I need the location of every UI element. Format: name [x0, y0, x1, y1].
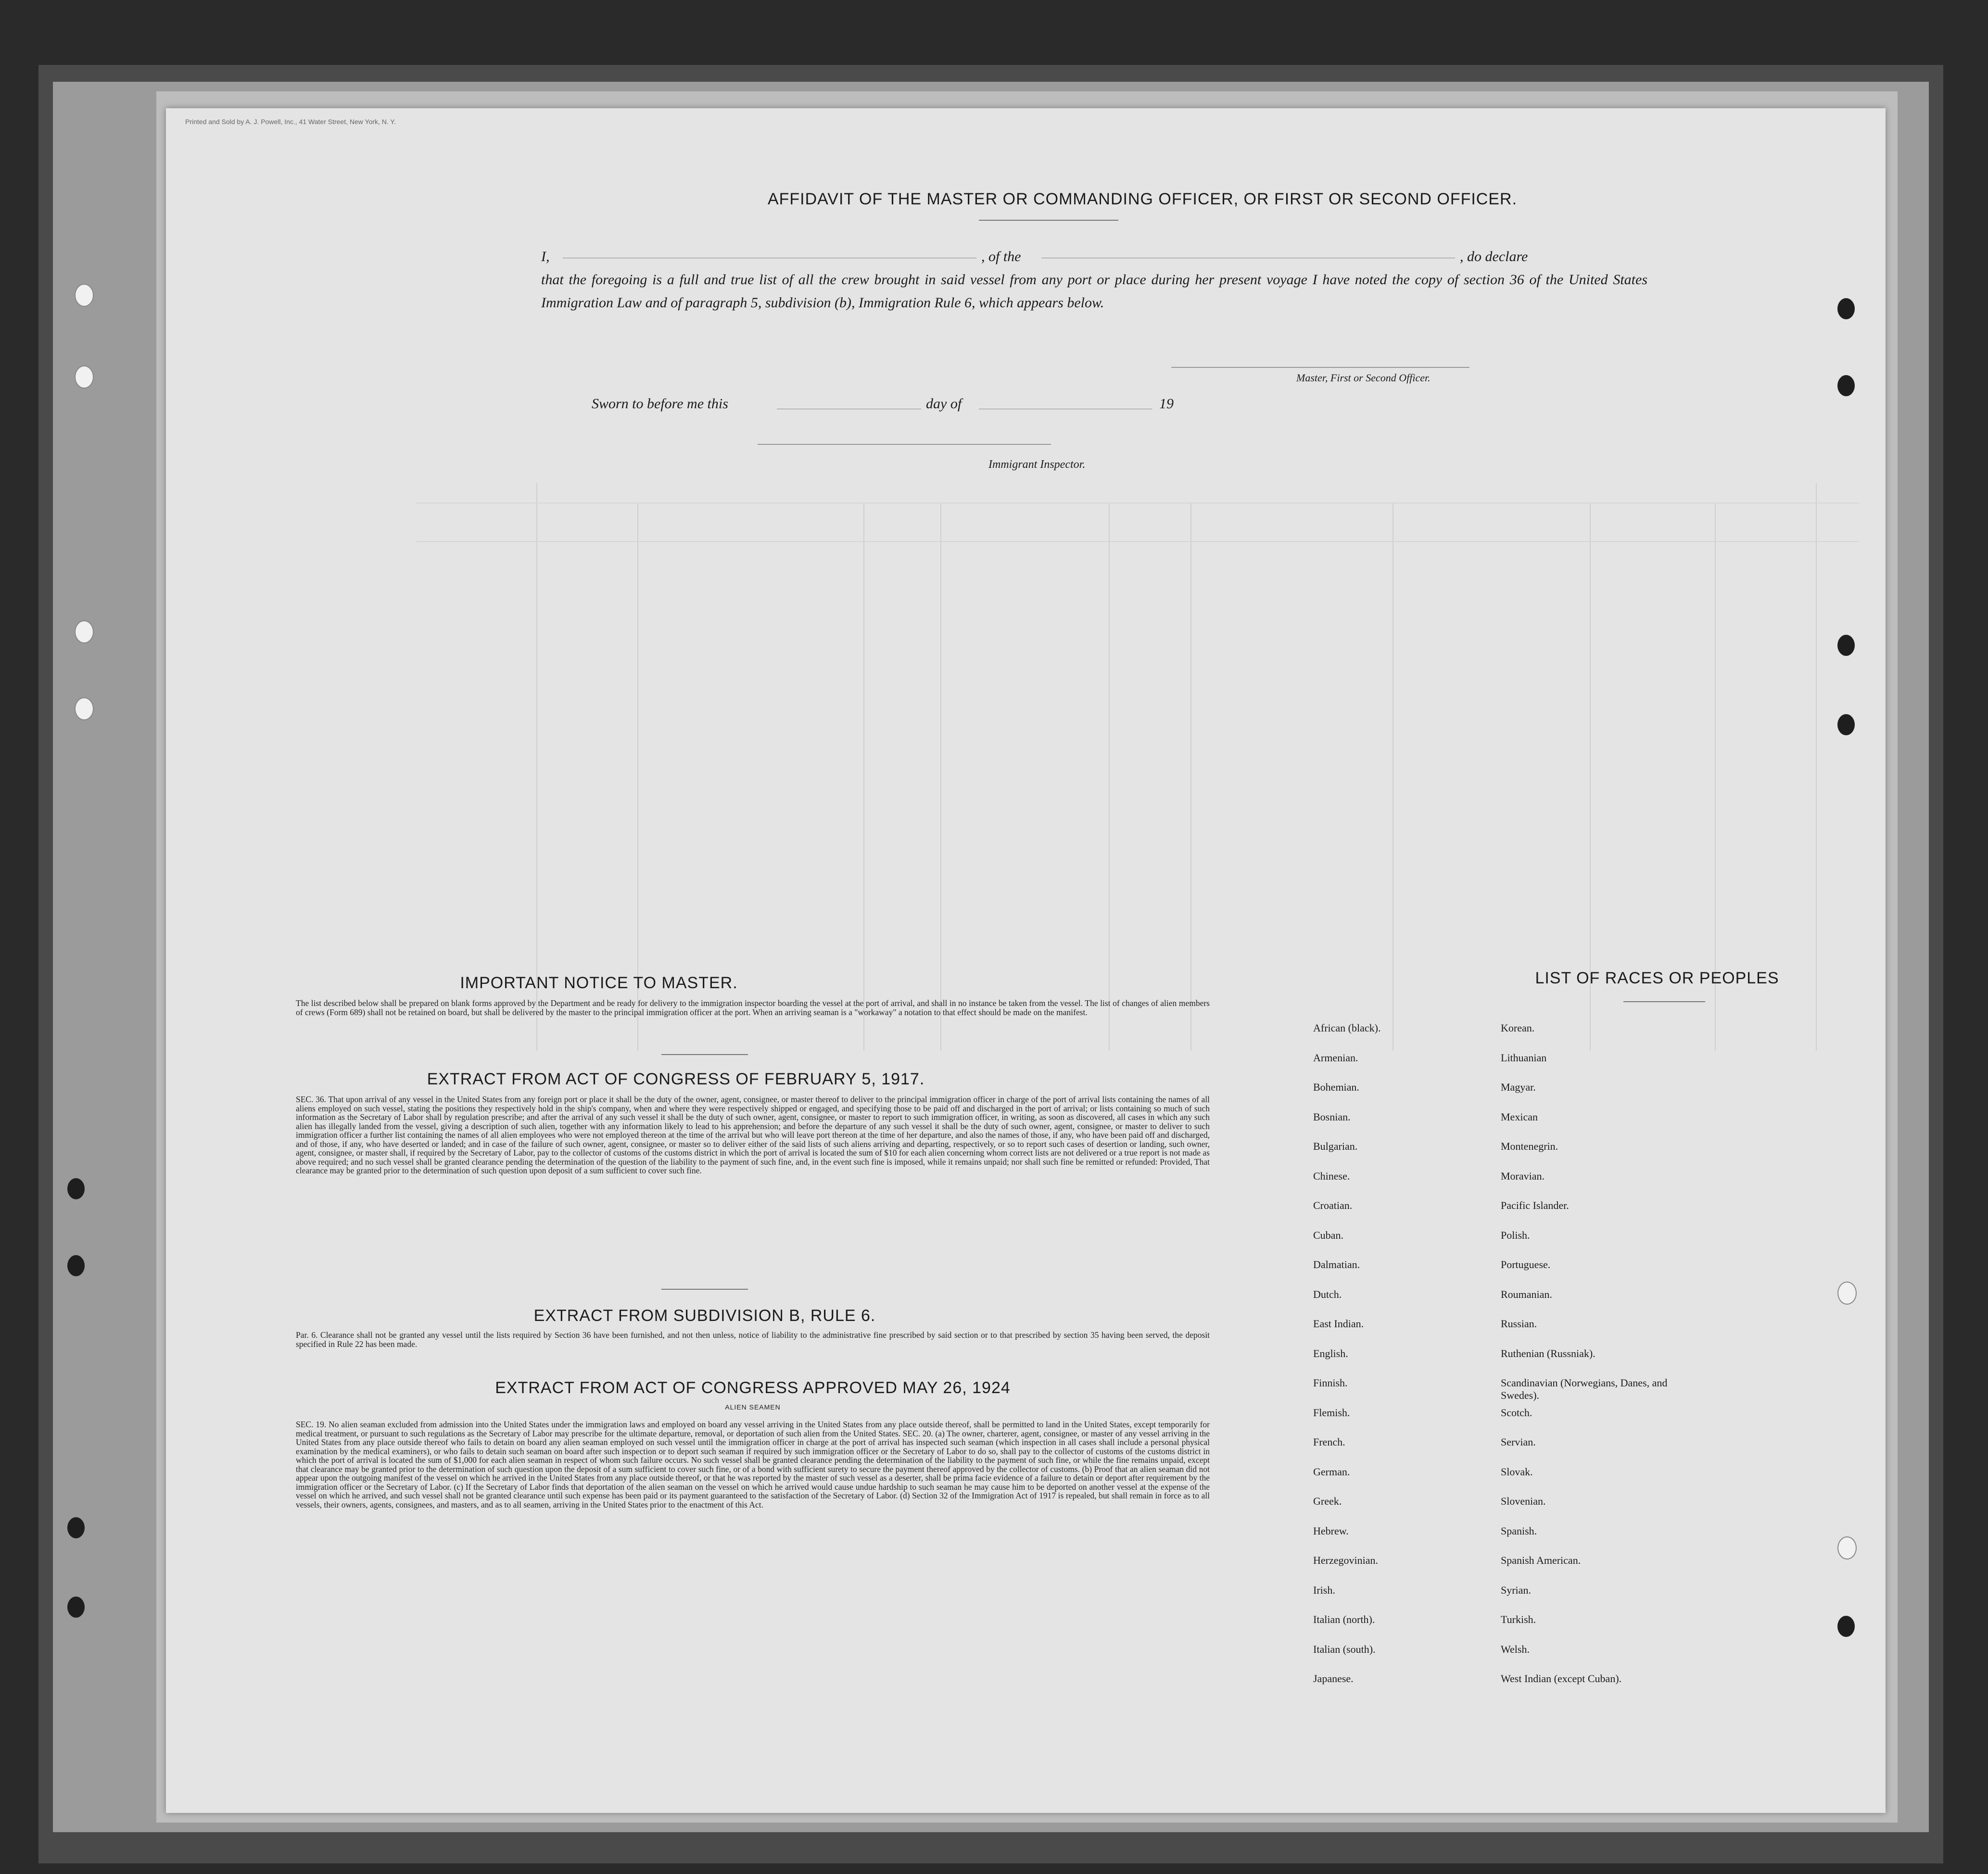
- inspector-label: Immigrant Inspector.: [988, 458, 1086, 471]
- extract-1924-text: SEC. 19. No alien seaman excluded from admission into the United States under the immigration laws and employed on board any vessel arriving in the United States from any place outside thereof, shall be permitted to land in the United States, except temporarily for medical treatment, or pursuant to such regulations as the Secretary of Labor may prescribe for the ultimate departure, removal, or deportation of such alien from the United States. SEC. 20. (a) The owner, charterer, agent, consignee, or master of any vessel arriving in the United States from any place outside thereof who fails to detain on board any alien seaman employed on such vessel until the immigration officer in charge at the port of arrival has inspected such seaman (which inspection in all cases shall include a personal physical examination by the medical examiners), or who fails to detain such seaman on board after such inspection or to deport such seaman if required by such immigration officer or the Secretary of Labor to do so, shall pay to the collector of customs of the customs district in which the port of arrival is located the sum of $1,000 for each alien seaman in respect of whom such failure occurs. No such vessel shall be granted clearance pending the determination of the liability to the payment of such fine, or while the fine remains unpaid, except that clearance may be granted prior to the determination of such question upon the deposit of a sum sufficient to cover such fine, or of a bond with sufficient surety to secure the payment thereof approved by the collector of customs. (b) Proof that an alien seaman did not appear upon the outgoing manifest of the vessel on which he arrived in the United States from any place outside thereof, or that he was reported by the master of such vessel as a deserter, shall be prima facie evidence of a failure to detain or deport after requirement by the immigration officer or the Secretary of Labor. (c) If the Secretary of Labor finds that deportation of the alien seaman on the vessel on which he arrived would cause undue hardship to such seaman he may cause him to be deported on another vessel at the expense of the vessel on which he arrived, and such vessel shall not be granted clearance until such expense has been paid or its payment guaranteed to the satisfaction of the Secretary of Labor. (d) Section 32 of the Immigration Act of 1917 is repealed, but shall remain in force as to all vessels, their owners, agents, consignees, and masters, and as to all seamen, arriving in the United States prior to the enactment of this Act.: [296, 1420, 1210, 1509]
- punch-hole: [1837, 714, 1855, 735]
- year-label: 19: [1159, 396, 1174, 412]
- race-item: Dutch.: [1313, 1288, 1342, 1300]
- races-heading: LIST OF RACES OR PEOPLES: [1535, 969, 1779, 987]
- race-item: Slovak.: [1501, 1465, 1533, 1478]
- race-item: West Indian (except Cuban).: [1501, 1673, 1622, 1685]
- master-label: Master, First or Second Officer.: [1296, 372, 1431, 384]
- race-item: Japanese.: [1313, 1673, 1354, 1685]
- bleed-through-line: [1816, 483, 1817, 1051]
- affidavit-of-the: , of the: [981, 249, 1021, 264]
- race-item: Hebrew.: [1313, 1524, 1349, 1537]
- punch-hole: [75, 620, 94, 643]
- punch-hole: [1837, 1616, 1855, 1637]
- punch-hole: [75, 697, 94, 720]
- race-item: African (black).: [1313, 1022, 1381, 1034]
- alien-seamen-subheading: ALIEN SEAMEN: [725, 1403, 781, 1411]
- race-item: Slovenian.: [1501, 1495, 1546, 1507]
- race-item: Spanish.: [1501, 1524, 1537, 1537]
- punch-hole: [67, 1178, 85, 1199]
- race-item: Mexican: [1501, 1110, 1538, 1123]
- race-item: Korean.: [1501, 1022, 1535, 1034]
- affidavit-title: AFFIDAVIT OF THE MASTER OR COMMANDING OFFICER, OR FIRST OR SECOND OFFICER.: [767, 190, 1518, 208]
- race-item: Montenegrin.: [1501, 1140, 1558, 1152]
- punch-hole: [1837, 635, 1855, 656]
- race-item: Ruthenian (Russniak).: [1501, 1347, 1595, 1359]
- printer-note: Printed and Sold by A. J. Powell, Inc., 41 Water Street, New York, N. Y.: [185, 118, 396, 126]
- race-item: Moravian.: [1501, 1170, 1545, 1182]
- punch-hole: [75, 365, 94, 389]
- punch-hole: [67, 1597, 85, 1618]
- races-list-left: [1313, 1022, 1380, 1702]
- race-item: Pacific Islander.: [1501, 1199, 1569, 1211]
- notice-text: The list described below shall be prepared on blank forms approved by the Department and be ready for delivery to the immigration inspector boarding the vessel at the port of arrival, and shall in no instance be taken from the vessel. The list of changes of alien members of crews (Form 689) shall not be retained on board, but shall be delivered by the master to the principal immigration officer at the port. When an arriving seaman is a "workaway" a notation to that effect should be made on the manifest.: [296, 998, 1210, 1017]
- extract-1917-heading: EXTRACT FROM ACT OF CONGRESS OF FEBRUARY 5, 1917.: [427, 1070, 925, 1088]
- race-item: Armenian.: [1313, 1051, 1358, 1064]
- affidavit-body: [541, 245, 1647, 314]
- race-item: Irish.: [1313, 1584, 1335, 1596]
- punch-hole: [67, 1255, 85, 1276]
- extract-1924-heading: EXTRACT FROM ACT OF CONGRESS APPROVED MAY 26, 1924: [495, 1379, 1011, 1397]
- race-item: Finnish.: [1313, 1377, 1348, 1389]
- race-item: Polish.: [1501, 1229, 1530, 1241]
- divider: [979, 220, 1118, 221]
- race-item: Portuguese.: [1501, 1258, 1551, 1270]
- punch-hole: [1837, 1536, 1857, 1560]
- race-item: Servian.: [1501, 1436, 1536, 1448]
- affidavit-declare: , do declare: [1460, 249, 1528, 264]
- race-item: Roumanian.: [1501, 1288, 1552, 1300]
- divider: [661, 1054, 748, 1055]
- race-item: German.: [1313, 1465, 1350, 1478]
- punch-hole: [67, 1517, 85, 1538]
- race-item: Croatian.: [1313, 1199, 1353, 1211]
- race-item: Flemish.: [1313, 1406, 1350, 1419]
- race-item: Scotch.: [1501, 1406, 1532, 1419]
- races-list-right: [1501, 1022, 1693, 1702]
- punch-hole: [75, 284, 94, 307]
- affidavit-text: that the foregoing is a full and true list of all the crew brought in said vessel from any port or place during her present voyage I have noted the copy of section 36 of the United States Immigration Law and of paragraph 5, subdivision (b), Immigration Rule 6, which appears below.: [541, 272, 1647, 311]
- race-item: Dalmatian.: [1313, 1258, 1360, 1270]
- punch-hole: [1837, 298, 1855, 319]
- rule6-text: Par. 6. Clearance shall not be granted any vessel until the lists required by Section 36 have been furnished, and not then unless, notice of liability to the administrative fine prescribed by said section or to that prescribed by section 35 having been served, the deposit specified in Rule 22 has been made.: [296, 1330, 1210, 1349]
- race-item: Greek.: [1313, 1495, 1342, 1507]
- race-item: Turkish.: [1501, 1613, 1536, 1625]
- race-item: East Indian.: [1313, 1318, 1364, 1330]
- race-item: Welsh.: [1501, 1643, 1530, 1655]
- bleed-through-line: [1715, 503, 1716, 1051]
- race-item: Cuban.: [1313, 1229, 1343, 1241]
- inspector-line[interactable]: [758, 444, 1051, 445]
- race-item: Syrian.: [1501, 1584, 1531, 1596]
- affidavit-i: I,: [541, 249, 550, 264]
- bleed-through-line: [1109, 503, 1110, 1051]
- punch-hole: [1837, 375, 1855, 396]
- bleed-through-line: [1590, 503, 1591, 1051]
- race-item: Spanish American.: [1501, 1554, 1581, 1566]
- race-item: Italian (south).: [1313, 1643, 1376, 1655]
- signature-line[interactable]: [1171, 367, 1469, 368]
- race-item: English.: [1313, 1347, 1348, 1359]
- race-item: Scandinavian (Norwegians, Danes, and Swedes).: [1501, 1377, 1668, 1401]
- race-item: French.: [1313, 1436, 1345, 1448]
- notice-heading: IMPORTANT NOTICE TO MASTER.: [460, 974, 738, 992]
- sworn-label: Sworn to before me this: [592, 396, 728, 412]
- race-item: Lithuanian: [1501, 1051, 1547, 1064]
- rule6-heading: EXTRACT FROM SUBDIVISION B, RULE 6.: [533, 1307, 876, 1325]
- race-item: Italian (north).: [1313, 1613, 1375, 1625]
- divider: [1623, 1001, 1705, 1002]
- bleed-through-line: [536, 483, 537, 1051]
- race-item: Bulgarian.: [1313, 1140, 1358, 1152]
- bleed-through-line: [416, 541, 1859, 542]
- bleed-through-line: [637, 503, 638, 1051]
- divider: [661, 1289, 748, 1290]
- extract-1917-text: SEC. 36. That upon arrival of any vessel in the United States from any foreign port or place it shall be the duty of the owner, agent, consignee, or master thereof to deliver to the principal immigration officer in charge of the port of arrival lists containing the names of all aliens employed on such vessel, stating the positions they respectively hold in the ship's company, when and where they were respectively shipped or engaged, and specifying those to be paid off and discharged in the port of arrival; or lists containing so much of such information as the Secretary of Labor shall by regulation prescribe; and after the arrival of any such vessel it shall be the duty of such owner, agent, consignee, or master to report to such immigration officer, in writing, as soon as discovered, all cases in which any such alien has illegally landed from the vessel, giving a description of such alien, together with any information likely to lead to his apprehension; and before the departure of any such vessel it shall be the duty of such owner, agent, consignee, or master to deliver to such immigration officer a further list containing the names of all alien employees who were not employed thereon at the time of the arrival but who will leave port thereon at the time of her departure, and also the names of those, if any, who have been paid off and discharged, and of those, if any, who have deserted or landed; and in case of the failure of such owner, agent, consignee, or master so to deliver either of the said lists of such aliens arriving and departing, respectively, or so to report such cases of desertion or landing, such owner, agent, consignee, or master shall, if required by the Secretary of Labor, pay to the collector of customs of the customs district in which the port of arrival is located the sum of $10 for each alien concerning whom correct lists are not delivered or a true report is not made as above required; and no such vessel shall be granted clearance pending the determination of the question of the liability to the payment of such fine, and, in the event such fine is imposed, while it remains unpaid; nor shall such fine be remitted or refunded: Provided, That clearance may be granted prior to the determination of such question upon deposit of a sum sufficient to cover such fine.: [296, 1094, 1210, 1175]
- day-of-label: day of: [926, 396, 962, 412]
- punch-hole: [1837, 1282, 1857, 1305]
- race-item: Russian.: [1501, 1318, 1537, 1330]
- manifest-page: [166, 108, 1886, 1813]
- bleed-through-line: [1190, 503, 1191, 1051]
- bleed-through-line: [940, 503, 941, 1051]
- race-item: Herzegovinian.: [1313, 1554, 1378, 1566]
- race-item: Chinese.: [1313, 1170, 1350, 1182]
- race-item: Bosnian.: [1313, 1110, 1351, 1123]
- race-item: Magyar.: [1501, 1081, 1536, 1093]
- race-item: Bohemian.: [1313, 1081, 1359, 1093]
- bleed-through-line: [863, 503, 864, 1051]
